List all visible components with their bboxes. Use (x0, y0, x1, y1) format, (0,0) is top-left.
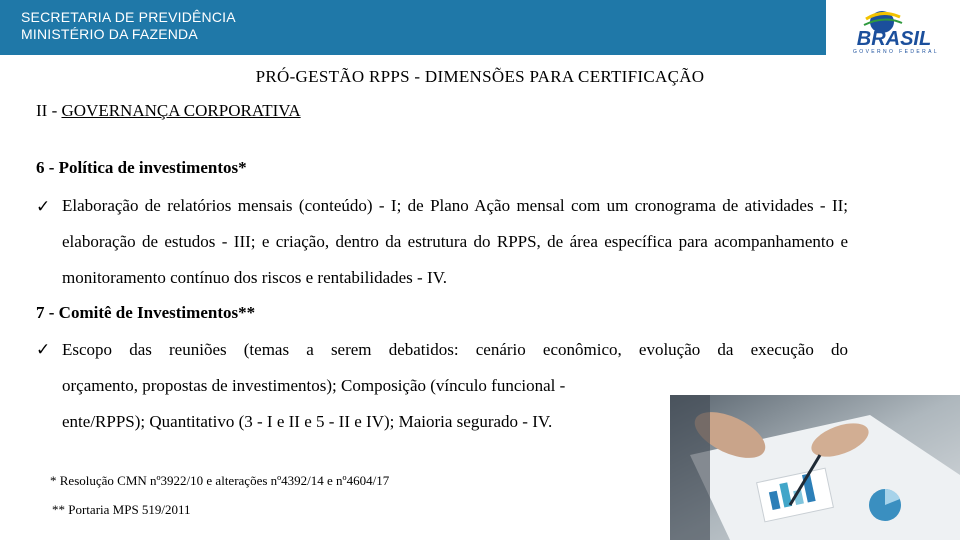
footnote-1: * Resolução CMN nº3922/10 e alterações nº4392/14 e nº4604/17 (50, 473, 390, 488)
section-heading (36, 101, 301, 121)
section-prefix: II - (36, 101, 62, 120)
check-icon: ✓ (36, 197, 51, 216)
footnote-2: ** Portaria MPS 519/2011 (52, 502, 191, 517)
item-7-number: 7 - (36, 303, 59, 322)
agency-name (21, 9, 236, 43)
agency-line-1: SECRETARIA DE PREVIDÊNCIA (21, 9, 236, 25)
business-meeting-photo (670, 395, 960, 540)
item-7-body-line-2: orçamento, propostas de investimentos); Composição (vínculo funcional - (62, 376, 566, 395)
agency-line-2: MINISTÉRIO DA FAZENDA (21, 26, 198, 42)
brasil-logo-subtext: GOVERNO FEDERAL (852, 49, 940, 53)
header (0, 0, 960, 55)
item-6-title: Política de investimentos* (58, 158, 247, 177)
brasil-logo-text: BRASIL (856, 28, 932, 50)
item-7-body-line-1: Escopo das reuniões (temas a serem debatidos: cenário econômico, evolução da execução do (62, 340, 848, 359)
item-7-heading (36, 303, 255, 323)
item-6-heading (36, 158, 247, 178)
page-title: PRÓ-GESTÃO RPPS - DIMENSÕES PARA CERTIFICAÇÃO (255, 67, 705, 86)
item-6-body: Elaboração de relatórios mensais (conteúdo) - I; de Plano Ação mensal com um cronograma de atividades - II; elaboração de estudos - III; e criação, dentro da estrutura do RPPS, de área específica para acompanhamento e monitoramento contínuo dos riscos e rentabilidades - IV. (62, 196, 848, 287)
brasil-logo (836, 5, 952, 53)
section-name: GOVERNANÇA CORPORATIVA (61, 101, 301, 120)
item-7-title: Comitê de Investimentos** (58, 303, 256, 322)
header-bar (0, 0, 826, 55)
item-6-number: 6 - (36, 158, 59, 177)
item-7-body-line-3: ente/RPPS); Quantitativo (3 - I e II e 5 - II e IV); Maioria segurado - IV. (62, 412, 553, 431)
check-icon: ✓ (36, 340, 51, 359)
